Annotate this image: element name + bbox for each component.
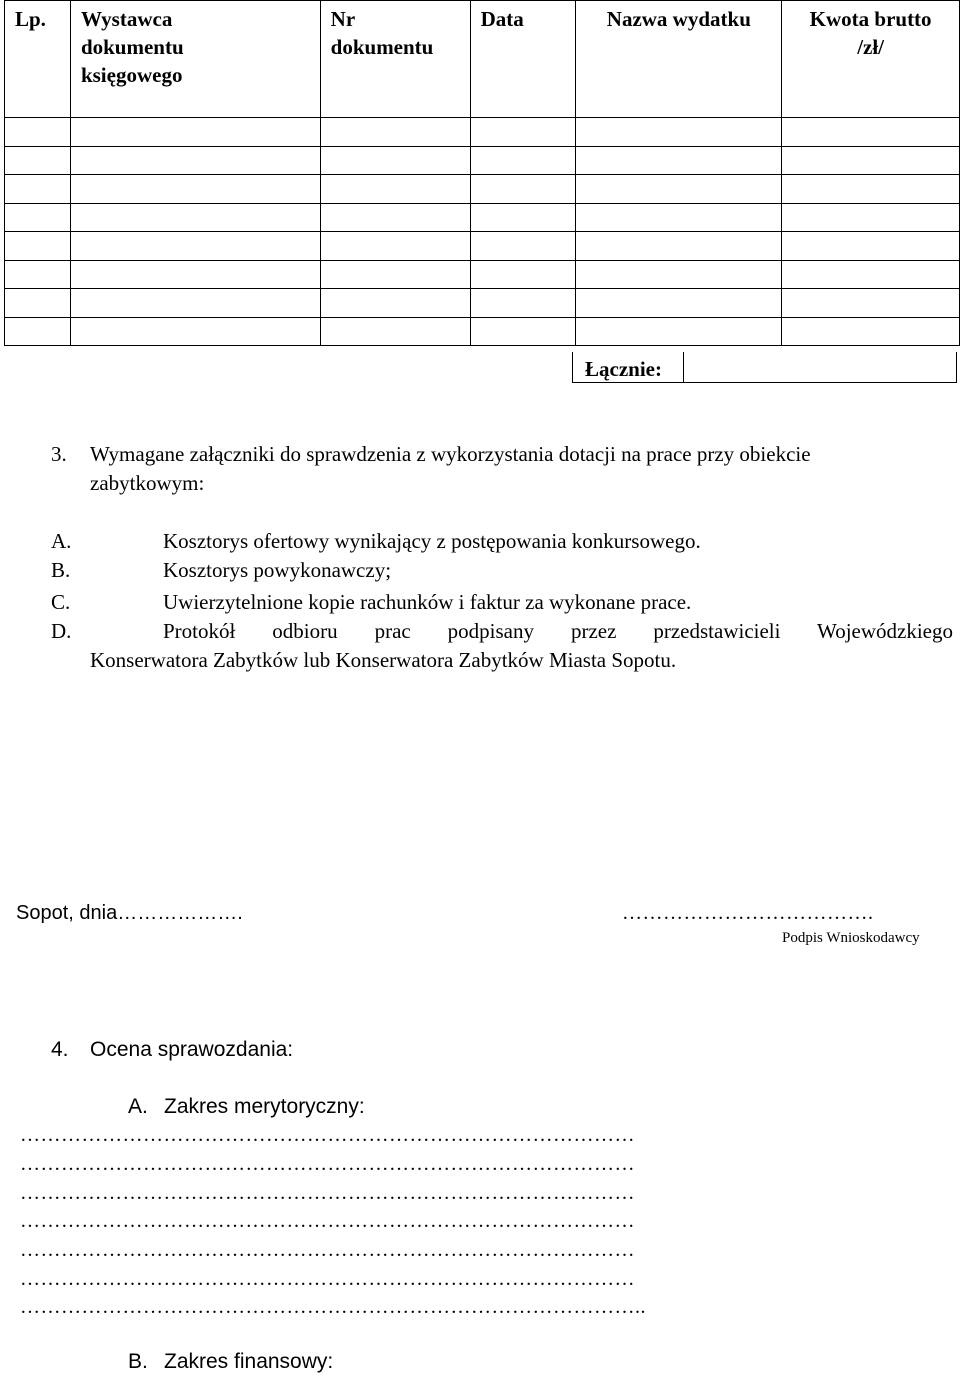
dotted-line[interactable]: ………………………………………………………………………………: [20, 1268, 635, 1290]
cell[interactable]: [470, 289, 576, 318]
table-row: [5, 317, 960, 346]
table-row: [5, 118, 960, 147]
attachment-b-text: Kosztorys powykonawczy;: [163, 558, 392, 582]
total-label: Łącznie:: [585, 357, 662, 381]
section4-number: 4.: [51, 1038, 69, 1061]
cell[interactable]: [320, 203, 470, 232]
cell[interactable]: [470, 203, 576, 232]
table-row: [5, 260, 960, 289]
cell[interactable]: [320, 232, 470, 261]
total-divider: [683, 352, 684, 382]
dotted-line[interactable]: ………………………………………………………………………………: [20, 1124, 635, 1146]
signature-line[interactable]: ……………………………….: [622, 902, 874, 924]
cell[interactable]: [782, 118, 960, 147]
attachment-b-letter: B.: [51, 558, 71, 582]
cell[interactable]: [470, 175, 576, 204]
cell[interactable]: [320, 260, 470, 289]
cell[interactable]: [782, 232, 960, 261]
cell[interactable]: [576, 146, 782, 175]
table-row: [5, 289, 960, 318]
cell[interactable]: [782, 260, 960, 289]
attachment-a-letter: A.: [51, 529, 72, 553]
cell[interactable]: [320, 146, 470, 175]
cell[interactable]: [576, 317, 782, 346]
cell[interactable]: [782, 175, 960, 204]
section3-heading-line2: zabytkowym:: [90, 471, 205, 495]
header-date: Data: [470, 1, 576, 118]
table-row: [5, 175, 960, 204]
cell[interactable]: [5, 260, 71, 289]
attachment-d-letter: D.: [51, 619, 72, 643]
cell[interactable]: [70, 175, 320, 204]
cell[interactable]: [576, 118, 782, 147]
cell[interactable]: [320, 118, 470, 147]
attachment-a-text: Kosztorys ofertowy wynikający z postępowania konkursowego.: [163, 529, 701, 553]
expense-table: [4, 0, 960, 346]
table-header-row: [5, 1, 960, 118]
attachment-d-text-line2: Konserwatora Zabytków lub Konserwatora Zabytków Miasta Sopotu.: [90, 648, 677, 672]
table-row: [5, 146, 960, 175]
attachment-c-letter: C.: [51, 590, 71, 614]
header-gross-amount: Kwota brutto /zł/: [782, 1, 960, 118]
cell[interactable]: [5, 118, 71, 147]
cell[interactable]: [5, 232, 71, 261]
cell[interactable]: [782, 289, 960, 318]
signature-label: Podpis Wnioskodawcy: [782, 930, 920, 946]
header-expense-name: Nazwa wydatku: [576, 1, 782, 118]
section4-b-letter: B.: [128, 1350, 148, 1373]
cell[interactable]: [320, 175, 470, 204]
section4-a-heading: Zakres merytoryczny:: [164, 1095, 365, 1118]
cell[interactable]: [576, 203, 782, 232]
cell[interactable]: [470, 146, 576, 175]
place-date-field[interactable]: Sopot, dnia……………….: [16, 902, 243, 924]
cell[interactable]: [5, 175, 71, 204]
cell[interactable]: [5, 289, 71, 318]
cell[interactable]: [576, 232, 782, 261]
cell[interactable]: [470, 118, 576, 147]
section4-heading: Ocena sprawozdania:: [90, 1038, 294, 1061]
attachment-d-text-line1: Protokół odbioru prac podpisany przez przedstawicieli Wojewódzkiego: [163, 619, 953, 643]
cell[interactable]: [782, 203, 960, 232]
cell[interactable]: [70, 146, 320, 175]
cell[interactable]: [782, 146, 960, 175]
cell[interactable]: [470, 317, 576, 346]
header-document-number: Nr dokumentu: [320, 1, 470, 118]
cell[interactable]: [782, 317, 960, 346]
cell[interactable]: [70, 260, 320, 289]
cell[interactable]: [70, 118, 320, 147]
cell[interactable]: [470, 260, 576, 289]
table-row: [5, 232, 960, 261]
section3-number: 3.: [51, 442, 67, 466]
cell[interactable]: [70, 289, 320, 318]
cell[interactable]: [470, 232, 576, 261]
section4-a-letter: A.: [128, 1095, 148, 1118]
section4-b-heading: Zakres finansowy:: [164, 1350, 334, 1373]
cell[interactable]: [320, 317, 470, 346]
header-issuer: Wystawca dokumentu księgowego: [70, 1, 320, 118]
attachment-c-text: Uwierzytelnione kopie rachunków i faktur za wykonane prace.: [163, 590, 692, 614]
dotted-line[interactable]: ………………………………………………………………………………: [20, 1239, 635, 1261]
cell[interactable]: [70, 232, 320, 261]
cell[interactable]: [5, 203, 71, 232]
cell[interactable]: [576, 289, 782, 318]
dotted-line[interactable]: ………………………………………………………………………………..: [20, 1296, 646, 1318]
header-lp: Lp.: [5, 1, 71, 118]
dotted-line[interactable]: ………………………………………………………………………………: [20, 1153, 635, 1175]
cell[interactable]: [70, 317, 320, 346]
dotted-line[interactable]: ………………………………………………………………………………: [20, 1210, 635, 1232]
total-row: [572, 352, 957, 383]
section3-heading-line1: Wymagane załączniki do sprawdzenia z wykorzystania dotacji na prace przy obiekcie: [90, 442, 811, 466]
dotted-line[interactable]: ………………………………………………………………………………: [20, 1182, 635, 1204]
cell[interactable]: [576, 260, 782, 289]
cell[interactable]: [576, 175, 782, 204]
table-row: [5, 203, 960, 232]
cell[interactable]: [5, 146, 71, 175]
cell[interactable]: [320, 289, 470, 318]
cell[interactable]: [70, 203, 320, 232]
cell[interactable]: [5, 317, 71, 346]
